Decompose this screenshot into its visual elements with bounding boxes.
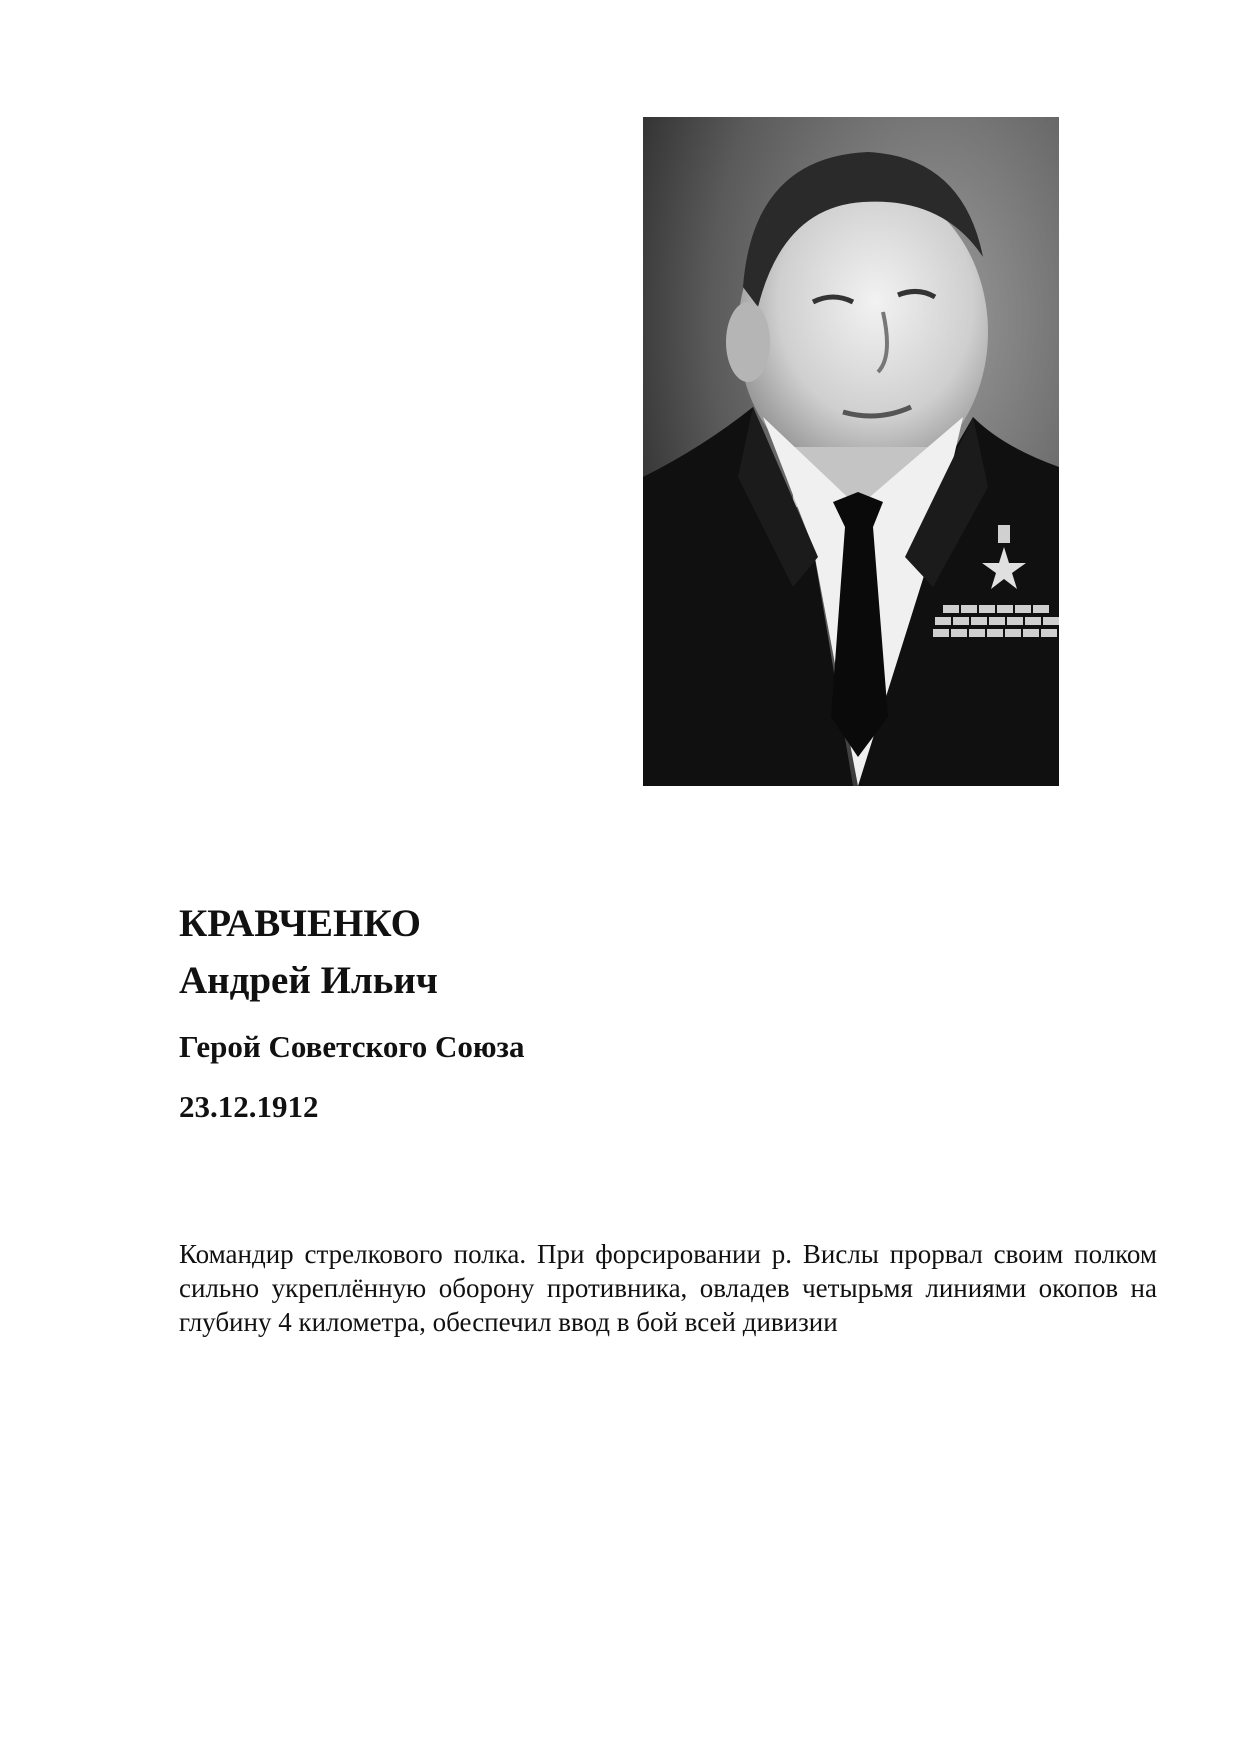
hero-birth-date: 23.12.1912	[179, 1089, 319, 1124]
hero-title: Герой Советского Союза	[179, 1029, 525, 1064]
hero-description: Командир стрелкового полка. При форсировании р. Вислы прорвал своим полком сильно укреплённую оборону противника, овладев четырьмя линиями окопов на глубину 4 километра, обеспечил ввод в бой всей дивизии	[179, 1239, 1157, 1337]
hero-surname: КРАВЧЕНКО	[179, 902, 421, 945]
hero-given-names: Андрей Ильич	[179, 959, 438, 1002]
portrait-photo	[643, 117, 1059, 786]
